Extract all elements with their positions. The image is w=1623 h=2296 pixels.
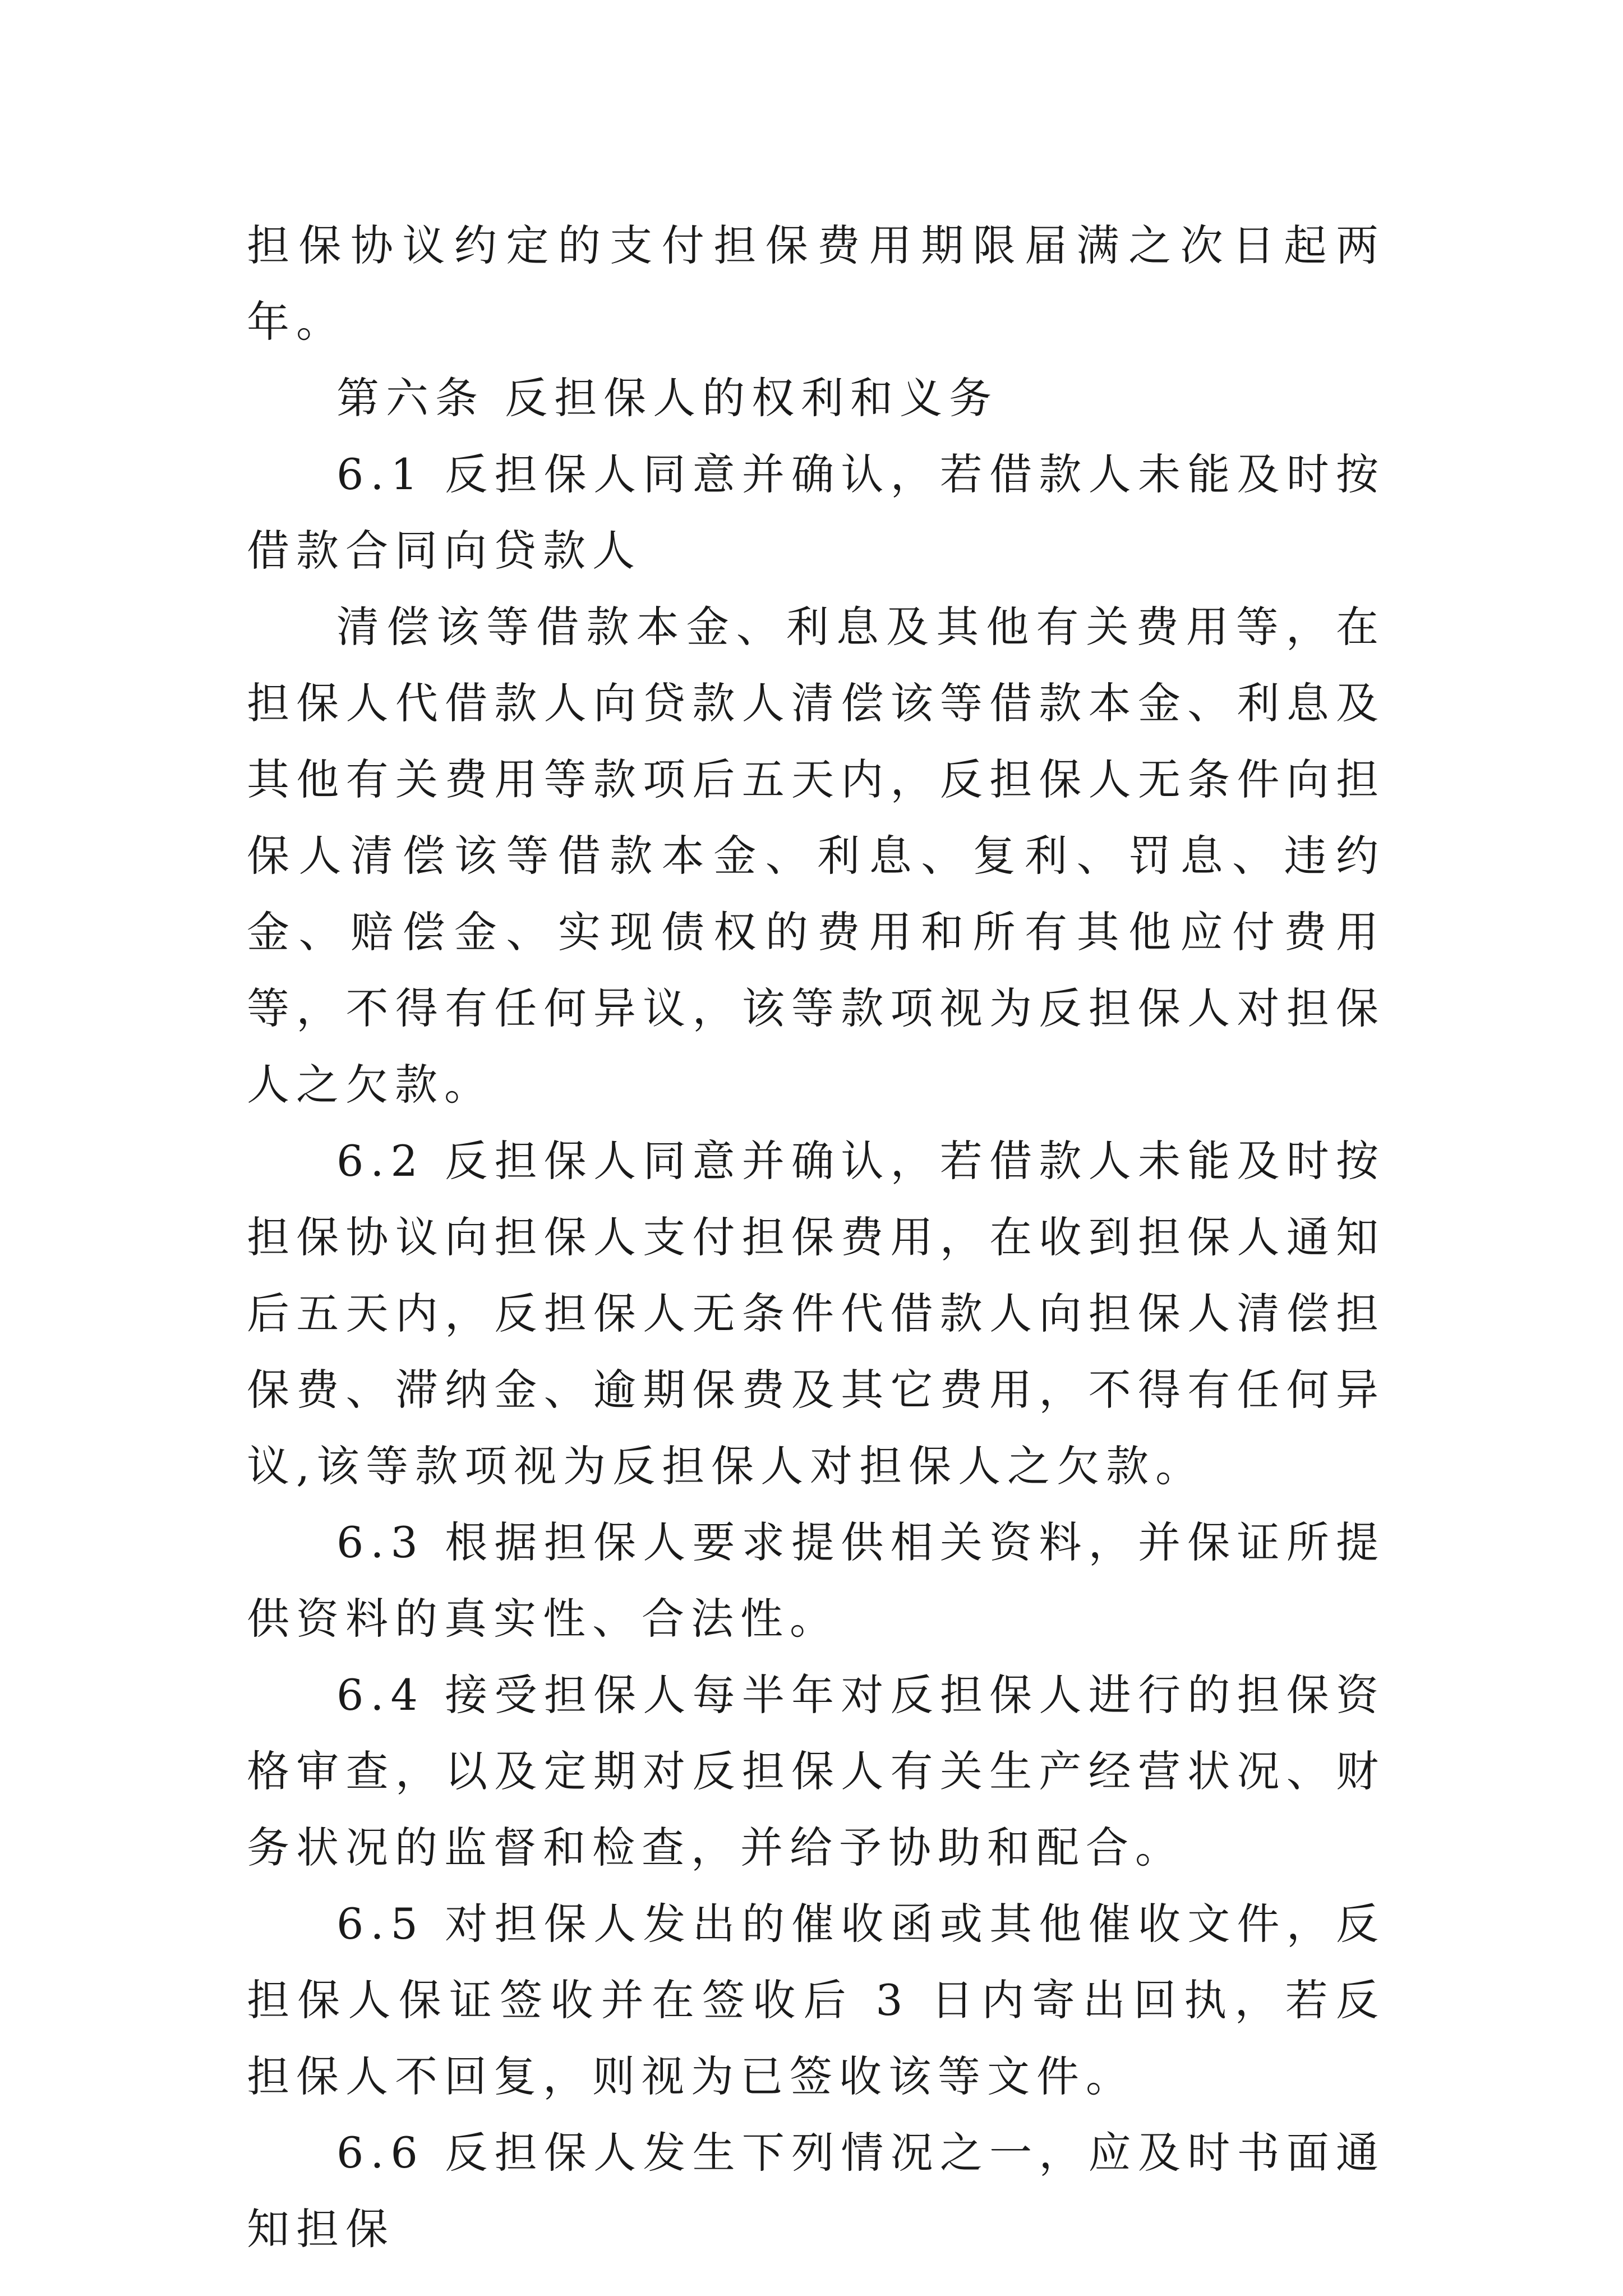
document-body [247,208,1385,2267]
clause-6-6: 6.6 反担保人发生下列情况之一，应及时书面通知担保 [247,2128,1385,2254]
clause-6-1: 6.1 反担保人同意并确认，若借款人未能及时按借款合同向贷款人 [247,449,1385,576]
clause-6-1-continued: 清偿该等借款本金、利息及其他有关费用等，在担保人代借款人向贷款人清偿该等借款本金、利息及其他有关费用等款项后五天内，反担保人无条件向担保人清偿该等借款本金、利息、复利、罚息、违约金、赔偿金、实现债权的费用和所有其他应付费用等，不得有任何异议，该等款项视为反担保人对担保人之欠款。 [247,602,1385,1110]
clause-6-2: 6.2 反担保人同意并确认，若借款人未能及时按担保协议向担保人支付担保费用，在收到担保人通知后五天内，反担保人无条件代借款人向担保人清偿担保费、滞纳金、逾期保费及其它费用，不得有任何异议,该等款项视为反担保人对担保人之欠款。 [247,1136,1385,1491]
article-heading: 第六条 反担保人的权利和义务 [336,373,999,423]
clause-6-5: 6.5 对担保人发出的催收函或其他催收文件，反担保人保证签收并在签收后 3 日内寄出回执，若反担保人不回复，则视为已签收该等文件。 [247,1899,1385,2101]
clause-6-3: 6.3 根据担保人要求提供相关资料，并保证所提供资料的真实性、合法性。 [247,1517,1385,1644]
paragraph-continuation: 担保协议约定的支付担保费用期限届满之次日起两年。 [247,220,1385,347]
clause-6-4: 6.4 接受担保人每半年对反担保人进行的担保资格审查，以及定期对反担保人有关生产经营状况、财务状况的监督和检查，并给予协助和配合。 [247,1670,1385,1872]
